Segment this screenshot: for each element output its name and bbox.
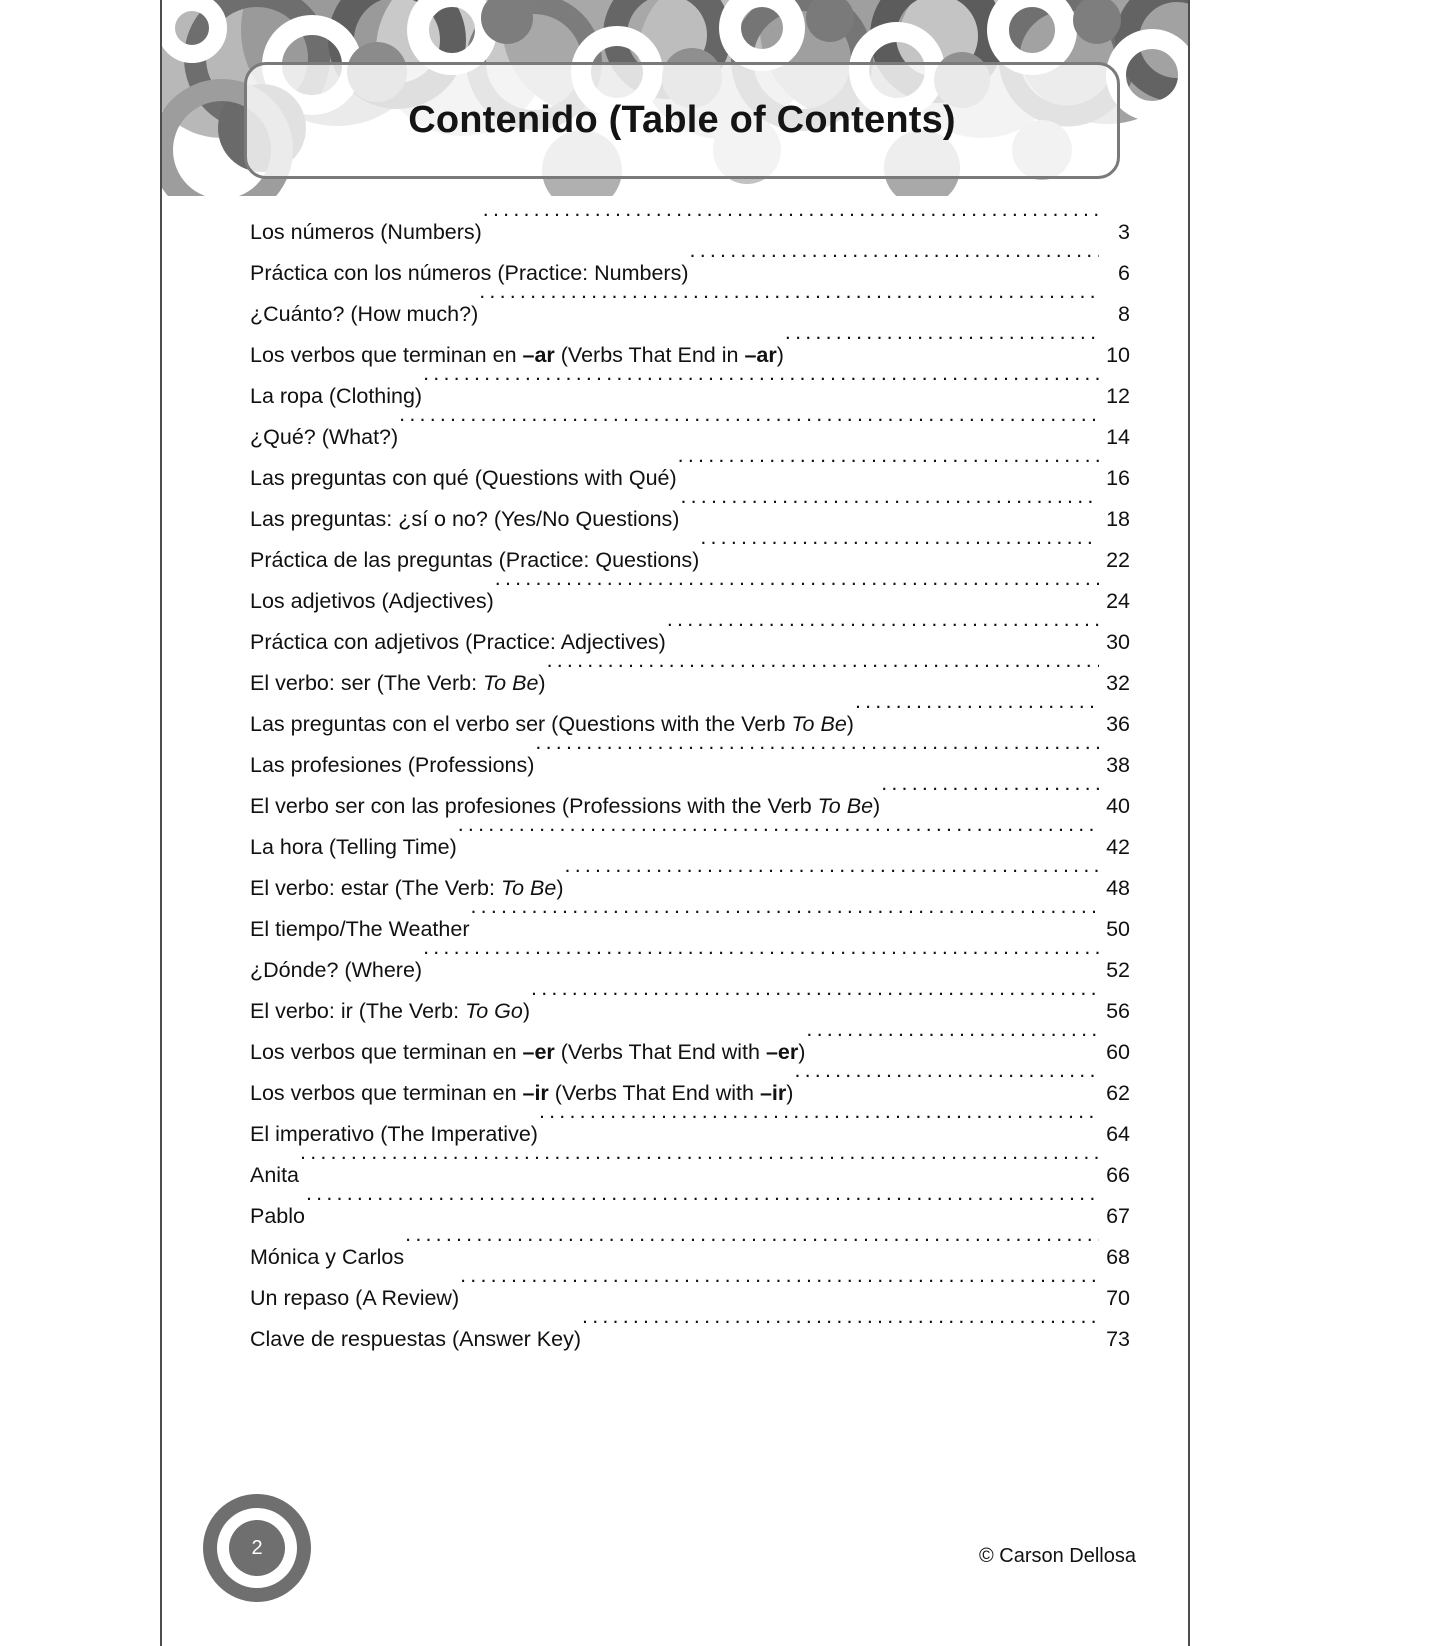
toc-dot-leader [458,813,1099,854]
toc-entry-label: Los adjetivos (Adjectives) [250,589,494,613]
toc-entry-page: 10 [1106,343,1130,367]
toc-entry-label: Las preguntas con el verbo ser (Questions with the Verb To Be) [250,712,854,736]
toc-entry-label: Práctica de las preguntas (Practice: Questions) [250,548,700,572]
toc-entry-page: 68 [1106,1245,1130,1269]
toc-entry-label: El verbo: ir (The Verb: To Go) [250,999,531,1023]
toc-entry-label: Un repaso (A Review) [250,1286,460,1310]
toc-dot-leader [470,895,1099,936]
toc-entry-page: 62 [1106,1081,1130,1105]
toc-dot-leader [531,977,1099,1018]
toc-entry-page: 73 [1106,1327,1130,1351]
toc-entry-page: 60 [1106,1040,1130,1064]
page-sheet [160,0,1190,1646]
toc-entry-page: 36 [1106,712,1130,736]
toc-entry-page: 24 [1106,589,1130,613]
toc-dot-leader [794,1059,1099,1100]
toc-dot-leader [423,362,1099,403]
toc-entry-label: Los números (Numbers) [250,220,482,244]
toc-entry-label: Las profesiones (Professions) [250,753,535,777]
toc-entry-label: Los verbos que terminan en –er (Verbs That End with –er) [250,1040,806,1064]
toc-dot-leader [680,485,1099,526]
toc-dot-leader [479,280,1099,321]
toc-entry-label: ¿Dónde? (Where) [250,958,423,982]
toc-entry-page: 16 [1106,466,1130,490]
toc-dot-leader [539,1100,1099,1141]
toc-entry-label: Pablo [250,1204,305,1228]
toc-entry-label: El imperativo (The Imperative) [250,1122,538,1146]
toc-dot-leader [806,1018,1099,1059]
toc-dot-leader [300,1141,1099,1182]
toc-entry-page: 32 [1106,671,1130,695]
toc-dot-leader [667,608,1099,649]
toc-entry-page: 38 [1106,753,1130,777]
toc-dot-leader [495,567,1099,608]
toc-entry-page: 67 [1106,1204,1130,1228]
toc-entry-label: El verbo: ser (The Verb: To Be) [250,671,546,695]
toc-entry-label: El verbo: estar (The Verb: To Be) [250,876,564,900]
toc-entry-page: 8 [1118,302,1130,326]
toc-entry[interactable] [250,1182,1130,1228]
toc-entry-label: La hora (Telling Time) [250,835,457,859]
toc-entry-page: 56 [1106,999,1130,1023]
toc-dot-leader [547,649,1099,690]
toc-entry-page: 22 [1106,548,1130,572]
toc-entry-page: 14 [1106,425,1130,449]
toc-entry-page: 3 [1118,220,1130,244]
toc-dot-leader [785,321,1099,362]
toc-entry-label: Mónica y Carlos [250,1245,405,1269]
toc-entry-page: 66 [1106,1163,1130,1187]
toc-entry-page: 6 [1118,261,1130,285]
toc-dot-leader [399,403,1099,444]
toc-entry-label: Anita [250,1163,300,1187]
toc-dot-leader [535,731,1099,772]
toc-entry-page: 12 [1106,384,1130,408]
toc-entry-page: 30 [1106,630,1130,654]
toc-entry-page: 50 [1106,917,1130,941]
toc-entry-label: ¿Cuánto? (How much?) [250,302,479,326]
toc-entry-label: Las preguntas: ¿sí o no? (Yes/No Questions) [250,507,680,531]
toc-dot-leader [405,1223,1099,1264]
toc-entry-page: 48 [1106,876,1130,900]
copyright-notice: © Carson Dellosa [978,1545,1136,1567]
toc-entry-label: La ropa (Clothing) [250,384,423,408]
toc-entry-label: ¿Qué? (What?) [250,425,399,449]
toc-entry[interactable] [250,1141,1130,1187]
toc-entry-page: 40 [1106,794,1130,818]
toc-entry-page: 42 [1106,835,1130,859]
toc-entry-page: 18 [1106,507,1130,531]
table-of-contents [250,198,1130,1351]
toc-dot-leader [700,526,1099,567]
toc-dot-leader [855,690,1099,731]
toc-entry[interactable] [250,198,1130,244]
toc-entry[interactable] [250,1223,1130,1269]
toc-dot-leader [460,1264,1099,1305]
toc-dot-leader [423,936,1099,977]
toc-dot-leader [690,239,1099,280]
page-number-badge [203,1494,311,1602]
toc-dot-leader [565,854,1099,895]
toc-entry-label: Práctica con adjetivos (Practice: Adjectives) [250,630,666,654]
page-number-text: 2 [251,1536,263,1559]
badge-ring-inner [229,1520,285,1576]
toc-dot-leader [678,444,1099,485]
toc-dot-leader [306,1182,1099,1223]
toc-entry-label: Los verbos que terminan en –ar (Verbs That End in –ar) [250,343,784,367]
toc-entry-page: 64 [1106,1122,1130,1146]
toc-dot-leader [483,198,1099,239]
toc-dot-leader [881,772,1099,813]
toc-dot-leader [582,1305,1099,1346]
toc-entry-label: Las preguntas con qué (Questions with Qué) [250,466,677,490]
toc-entry-label: Clave de respuestas (Answer Key) [250,1327,582,1351]
toc-entry-label: Práctica con los números (Practice: Numbers) [250,261,689,285]
toc-entry-label: El verbo ser con las profesiones (Professions with the Verb To Be) [250,794,881,818]
toc-entry-label: El tiempo/The Weather [250,917,470,941]
page-title-box [244,62,1120,179]
page-title: Contenido (Table of Contents) [408,99,956,141]
toc-entry-page: 52 [1106,958,1130,982]
toc-entry-label: Los verbos que terminan en –ir (Verbs That End with –ir) [250,1081,794,1105]
toc-entry-page: 70 [1106,1286,1130,1310]
